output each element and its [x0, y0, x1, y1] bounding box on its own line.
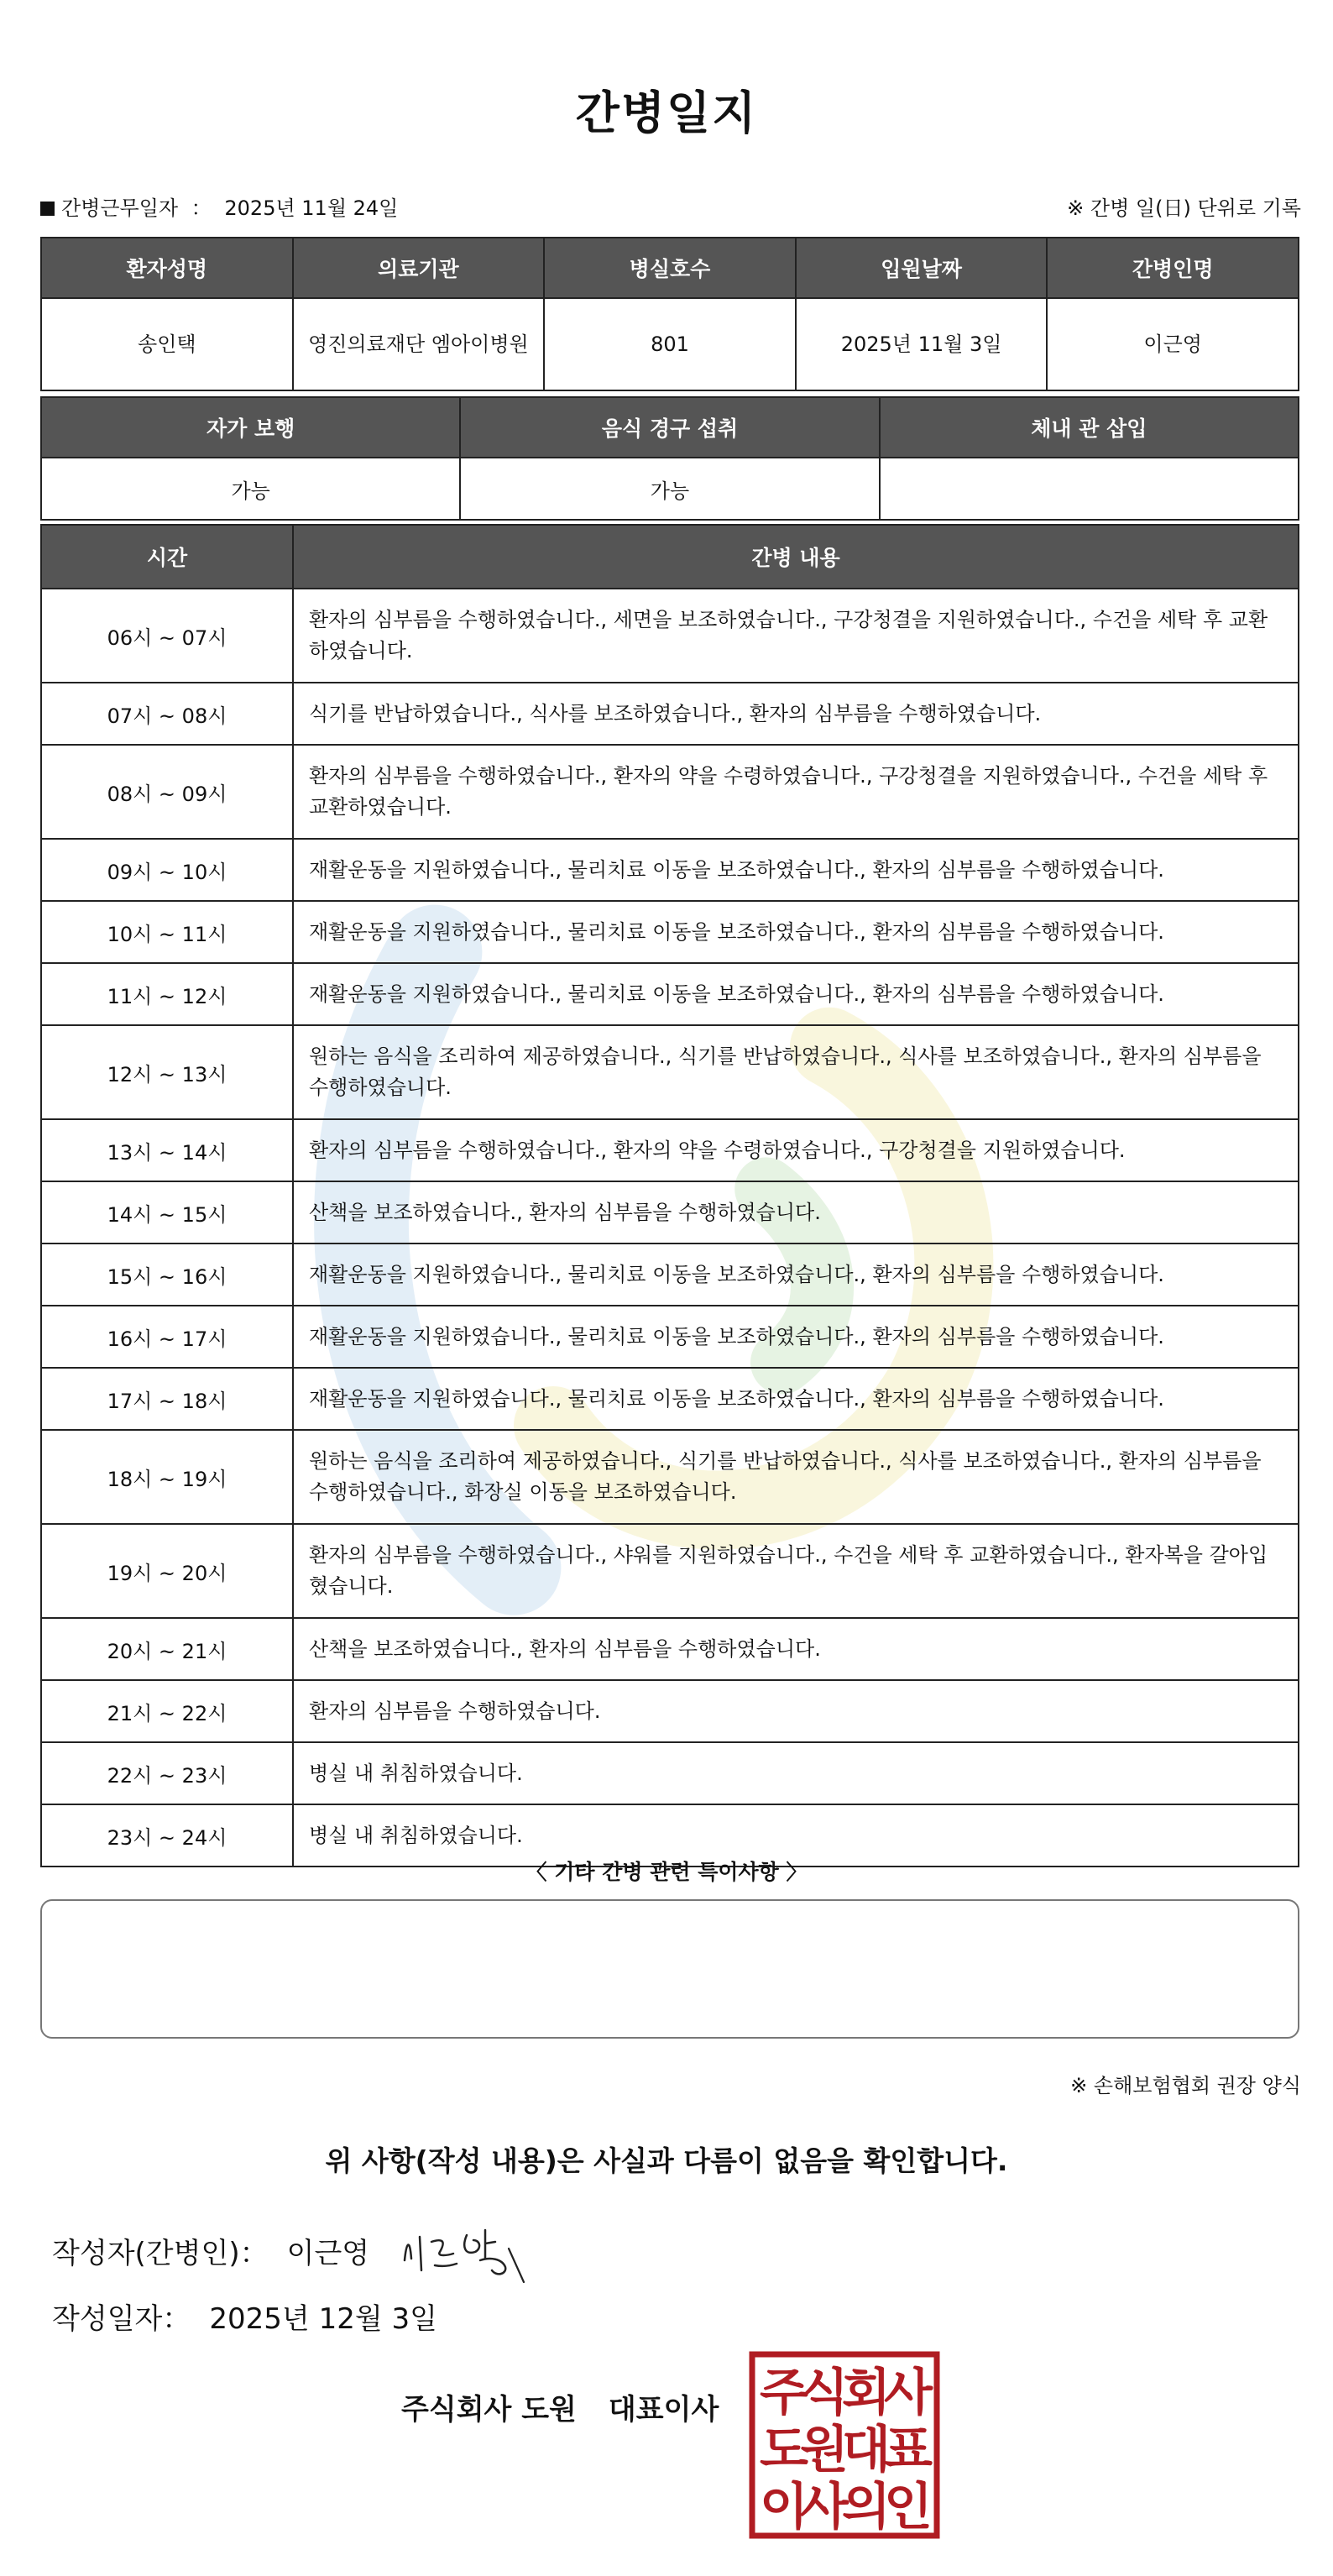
care-content: 환자의 심부름을 수행하였습니다., 환자의 약을 수령하였습니다., 구강청결을 지원하였습니다., 수건을 세탁 후 교환하였습니다.	[293, 745, 1299, 839]
work-date-separator: ：	[191, 196, 212, 220]
caregiver-name: 이근영	[1047, 298, 1299, 390]
time-slot: 18시 ~ 19시	[41, 1430, 293, 1524]
svg-text:표: 표	[884, 2421, 933, 2479]
care-content: 산책을 보조하였습니다., 환자의 심부름을 수행하였습니다.	[293, 1181, 1299, 1243]
time-slot: 11시 ~ 12시	[41, 963, 293, 1025]
header-care-content: 간병 내용	[293, 525, 1299, 589]
square-bullet-icon	[40, 202, 55, 216]
document-title: 간병일지	[575, 86, 758, 139]
header-admission-date: 입원날짜	[796, 238, 1048, 298]
table-row	[41, 1368, 1299, 1430]
svg-text:주: 주	[760, 2364, 808, 2422]
care-content: 병실 내 취침하였습니다.	[293, 1742, 1299, 1804]
unit-note: ※ 간병 일(日) 단위로 기록	[1067, 196, 1301, 220]
work-date-value: 2025년 11월 24일	[224, 196, 399, 220]
time-slot: 22시 ~ 23시	[41, 1742, 293, 1804]
time-slot: 08시 ~ 09시	[41, 745, 293, 839]
hospital-name: 영진의료재단 엠아이병원	[293, 298, 545, 390]
svg-text:원: 원	[800, 2421, 849, 2479]
care-content: 재활운동을 지원하였습니다., 물리치료 이동을 보조하였습니다., 환자의 심부름을 수행하였습니다.	[293, 1306, 1299, 1368]
writer-line	[52, 2230, 369, 2271]
time-slot: 10시 ~ 11시	[41, 901, 293, 963]
table-row	[41, 963, 1299, 1025]
writer-label: 작성자(간병인)：	[52, 2237, 269, 2270]
svg-text:사: 사	[884, 2364, 933, 2422]
header-self-walking: 자가 보행	[41, 397, 460, 458]
written-date-label: 작성일자：	[52, 2302, 191, 2336]
care-content: 병실 내 취침하였습니다.	[293, 1804, 1299, 1867]
time-slot: 12시 ~ 13시	[41, 1025, 293, 1119]
svg-text:이: 이	[760, 2478, 808, 2537]
care-content: 식기를 반납하였습니다., 식사를 보조하였습니다., 환자의 심부름을 수행하였습니다.	[293, 683, 1299, 745]
svg-text:대: 대	[842, 2421, 891, 2479]
time-slot: 09시 ~ 10시	[41, 839, 293, 901]
table-row	[41, 901, 1299, 963]
table-row	[41, 1680, 1299, 1742]
written-date-line	[52, 2296, 437, 2337]
table-row	[41, 1119, 1299, 1181]
remarks-box	[40, 1899, 1299, 2039]
svg-text:인: 인	[884, 2478, 933, 2537]
self-walking-value: 가능	[41, 458, 460, 520]
care-content: 환자의 심부름을 수행하였습니다., 샤워를 지원하였습니다., 수건을 세탁 후 교환하였습니다., 환자복을 갈아입혔습니다.	[293, 1524, 1299, 1618]
table-row	[41, 1306, 1299, 1368]
time-slot: 07시 ~ 08시	[41, 683, 293, 745]
table-row	[41, 1618, 1299, 1680]
company-line	[401, 2386, 719, 2427]
time-slot: 21시 ~ 22시	[41, 1680, 293, 1742]
svg-text:회: 회	[842, 2364, 891, 2422]
header-time: 시간	[41, 525, 293, 589]
table-row	[41, 745, 1299, 839]
time-slot: 16시 ~ 17시	[41, 1306, 293, 1368]
company-name: 주식회사 도원	[401, 2393, 577, 2427]
time-slot: 14시 ~ 15시	[41, 1181, 293, 1243]
tube-insertion-value	[880, 458, 1299, 520]
header-tube-insertion: 체내 관 삽입	[880, 397, 1299, 458]
confirmation-statement: 위 사항(작성 내용)은 사실과 다름이 없음을 확인합니다.	[325, 2144, 1008, 2177]
svg-text:의: 의	[842, 2478, 891, 2537]
time-slot: 20시 ~ 21시	[41, 1618, 293, 1680]
header-caregiver-name: 간병인명	[1047, 238, 1299, 298]
form-note: ※ 손해보험협회 권장 양식	[1070, 2074, 1301, 2097]
work-date-label: 간병근무일자	[61, 196, 179, 220]
written-date-value: 2025년 12월 3일	[209, 2302, 437, 2336]
care-content: 재활운동을 지원하였습니다., 물리치료 이동을 보조하였습니다., 환자의 심부름을 수행하였습니다.	[293, 839, 1299, 901]
work-date-line	[40, 191, 398, 221]
care-content: 재활운동을 지원하였습니다., 물리치료 이동을 보조하였습니다., 환자의 심부름을 수행하였습니다.	[293, 901, 1299, 963]
table-row	[41, 1025, 1299, 1119]
care-content: 환자의 심부름을 수행하였습니다.	[293, 1680, 1299, 1742]
time-slot: 19시 ~ 20시	[41, 1524, 293, 1618]
table-row	[41, 1243, 1299, 1306]
company-representative-title: 대표이사	[608, 2393, 719, 2427]
svg-text:사: 사	[800, 2478, 849, 2537]
remarks-text	[42, 1901, 1298, 1928]
patient-status-table	[40, 396, 1299, 521]
time-slot: 06시 ~ 07시	[41, 589, 293, 683]
svg-text:식: 식	[800, 2364, 849, 2422]
table-row	[41, 1742, 1299, 1804]
header-oral-intake: 음식 경구 섭취	[460, 397, 879, 458]
care-content: 원하는 음식을 조리하여 제공하였습니다., 식기를 반납하였습니다., 식사를 보조하였습니다., 환자의 심부름을 수행하였습니다., 화장실 이동을 보조하였습니다.	[293, 1430, 1299, 1524]
company-seal-stamp-icon	[749, 2351, 940, 2539]
care-content: 산책을 보조하였습니다., 환자의 심부름을 수행하였습니다.	[293, 1618, 1299, 1680]
header-room-number: 병실호수	[544, 238, 796, 298]
time-slot: 17시 ~ 18시	[41, 1368, 293, 1430]
table-row	[41, 1430, 1299, 1524]
time-slot: 13시 ~ 14시	[41, 1119, 293, 1181]
oral-intake-value: 가능	[460, 458, 879, 520]
care-content: 재활운동을 지원하였습니다., 물리치료 이동을 보조하였습니다., 환자의 심부름을 수행하였습니다.	[293, 1368, 1299, 1430]
handwritten-signature-icon	[398, 2218, 532, 2285]
care-content: 원하는 음식을 조리하여 제공하였습니다., 식기를 반납하였습니다., 식사를 보조하였습니다., 환자의 심부름을 수행하였습니다.	[293, 1025, 1299, 1119]
header-hospital: 의료기관	[293, 238, 545, 298]
svg-text:도: 도	[760, 2421, 808, 2479]
table-row	[41, 589, 1299, 683]
remarks-title: 〈 기타 간병 관련 특이사항 〉	[525, 1860, 808, 1884]
table-row	[41, 1181, 1299, 1243]
care-content: 환자의 심부름을 수행하였습니다., 환자의 약을 수령하였습니다., 구강청결을 지원하였습니다.	[293, 1119, 1299, 1181]
patient-info-table	[40, 237, 1299, 391]
table-row	[41, 1524, 1299, 1618]
header-patient-name: 환자성명	[41, 238, 293, 298]
table-row	[41, 839, 1299, 901]
admission-date: 2025년 11월 3일	[796, 298, 1048, 390]
care-content: 재활운동을 지원하였습니다., 물리치료 이동을 보조하였습니다., 환자의 심부름을 수행하였습니다.	[293, 1243, 1299, 1306]
table-row	[41, 683, 1299, 745]
care-content: 환자의 심부름을 수행하였습니다., 세면을 보조하였습니다., 구강청결을 지원하였습니다., 수건을 세탁 후 교환하였습니다.	[293, 589, 1299, 683]
time-slot: 23시 ~ 24시	[41, 1804, 293, 1867]
room-number: 801	[544, 298, 796, 390]
care-schedule-table	[40, 524, 1299, 1867]
time-slot: 15시 ~ 16시	[41, 1243, 293, 1306]
writer-name: 이근영	[286, 2237, 370, 2270]
patient-name: 송인택	[41, 298, 293, 390]
care-content: 재활운동을 지원하였습니다., 물리치료 이동을 보조하였습니다., 환자의 심부름을 수행하였습니다.	[293, 963, 1299, 1025]
